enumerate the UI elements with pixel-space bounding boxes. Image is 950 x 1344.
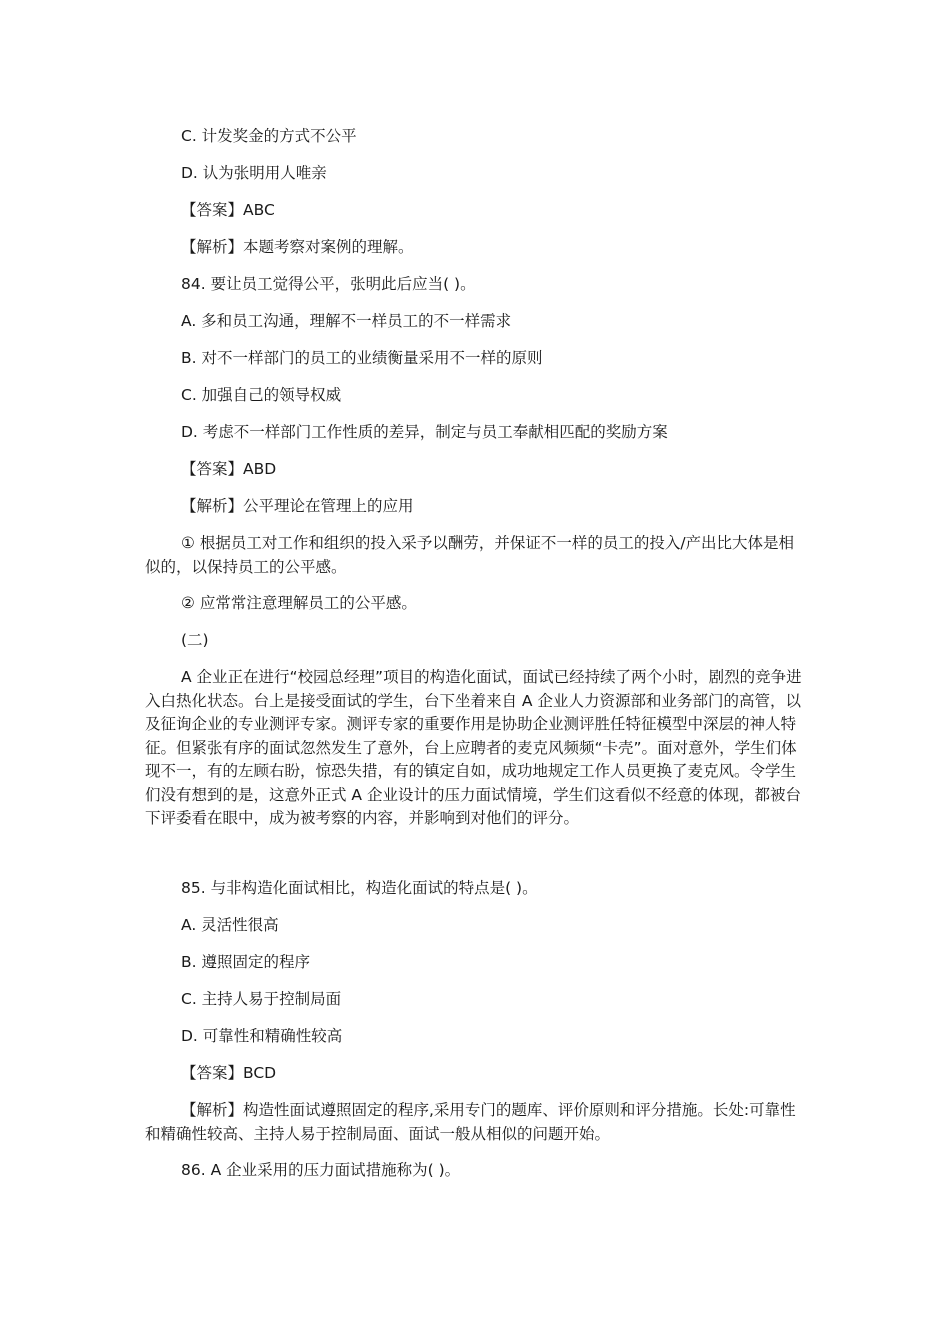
analysis-83: 【解析】本题考察对案例的理解。 xyxy=(181,238,414,256)
analysis-85: 【解析】构造性面试遵照固定的程序,采用专门的题库、评价原则和评分措施。长处:可靠性和精确性较高、主持人易于控制局面、面试一般从相似的问题开始。 xyxy=(145,1101,796,1143)
option-c-84: C. 加强自己的领导权威 xyxy=(181,386,342,404)
option-d-85: D. 可靠性和精确性较高 xyxy=(181,1027,343,1045)
option-d-84: D. 考虑不一样部门工作性质的差异，制定与员工奉献相匹配的奖励方案 xyxy=(181,423,668,441)
question-86: 86. A 企业采用的压力面试措施称为( )。 xyxy=(181,1161,461,1179)
case-paragraph: A 企业正在进行“校园总经理”项目的构造化面试，面试已经持续了两个小时，剧烈的竞争进入白热化状态。台上是接受面试的学生，台下坐着来自 A 企业人力资源部和业务部门的高管，以及征询企业的专业测评专家。测评专家的重要作用是协助企业测评胜任特征模型中深层的神人特征。但紧张有序的面试忽然发生了意外，台上应聘者的麦克风频频“卡壳”。面对意外，学生们体现不一，有的左顾右盼，惊恐失措，有的镇定自如，成功地规定工作人员更换了麦克风。令学生们没有想到的是，这意外正式 A 企业设计的压力面试情境，学生们这看似不经意的体现，都被台下评委看在眼中，成为被考察的内容，并影响到对他们的评分。 xyxy=(145,668,802,827)
option-c-83: C. 计发奖金的方式不公平 xyxy=(181,127,357,145)
section-heading: (二) xyxy=(181,631,209,649)
answer-83: 【答案】ABC xyxy=(181,201,275,219)
answer-84: 【答案】ABD xyxy=(181,460,277,478)
option-a-84: A. 多和员工沟通，理解不一样员工的不一样需求 xyxy=(181,312,512,330)
option-b-85: B. 遵照固定的程序 xyxy=(181,953,310,971)
analysis-point-2: ② 应常常注意理解员工的公平感。 xyxy=(181,594,417,612)
option-d-83: D. 认为张明用人唯亲 xyxy=(181,164,327,182)
question-85: 85. 与非构造化面试相比，构造化面试的特点是( )。 xyxy=(181,879,538,897)
option-a-85: A. 灵活性很高 xyxy=(181,916,279,934)
option-b-84: B. 对不一样部门的员工的业绩衡量采用不一样的原则 xyxy=(181,349,543,367)
option-c-85: C. 主持人易于控制局面 xyxy=(181,990,342,1008)
analysis-point-1: ① 根据员工对工作和组织的投入采予以酬劳，并保证不一样的员工的投入/产出比大体是相似的，以保持员工的公平感。 xyxy=(145,534,795,576)
question-84: 84. 要让员工觉得公平，张明此后应当( )。 xyxy=(181,275,476,293)
answer-85: 【答案】BCD xyxy=(181,1064,277,1082)
analysis-84: 【解析】公平理论在管理上的应用 xyxy=(181,497,414,515)
